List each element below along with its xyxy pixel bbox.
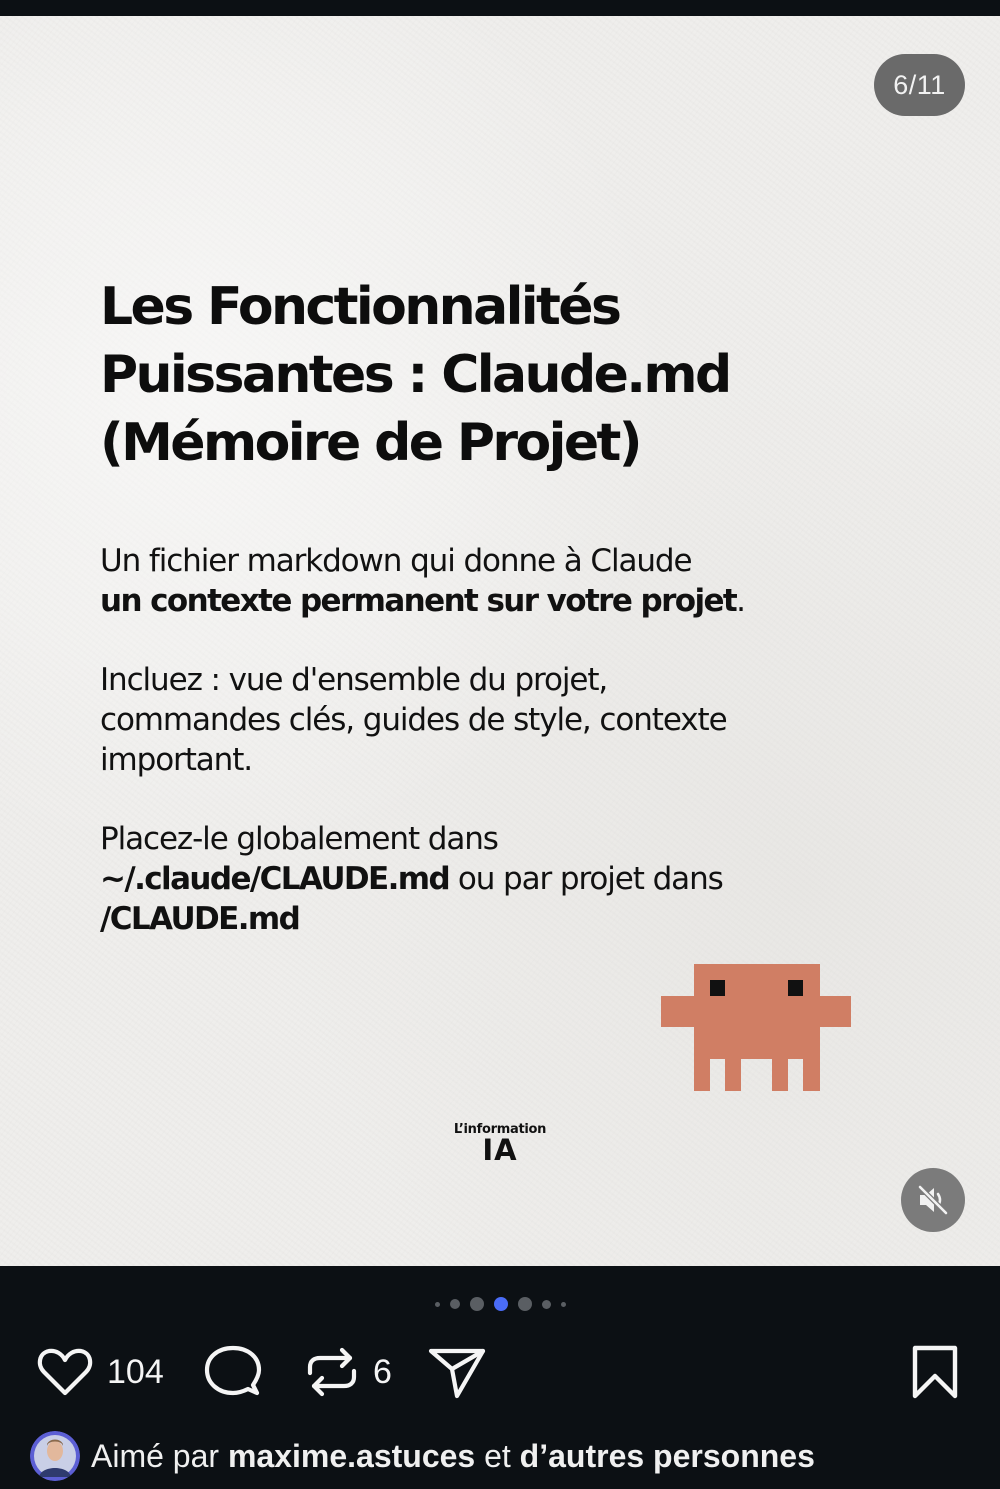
project-path: /CLAUDE.md — [100, 901, 300, 937]
brand-logo — [440, 1122, 560, 1167]
repost-button[interactable] — [303, 1340, 361, 1404]
carousel-dot — [450, 1299, 460, 1309]
comment-button[interactable] — [204, 1340, 262, 1404]
global-path: ~/.claude/CLAUDE.md — [100, 861, 450, 897]
paragraph-line — [100, 859, 900, 899]
share-icon — [428, 1343, 486, 1401]
brand-logo-big: IA — [482, 1133, 518, 1167]
slide-counter-badge: 6/11 — [874, 54, 965, 116]
bookmark-button[interactable] — [909, 1340, 961, 1404]
liked-by-user-link[interactable]: maxime.astuces — [227, 1437, 476, 1474]
slide-title — [100, 273, 860, 477]
liked-by-text — [91, 1438, 815, 1475]
liked-by-middle: et — [475, 1437, 520, 1474]
paragraph-location — [100, 819, 900, 939]
top-strip — [0, 0, 1000, 16]
paragraph-line: commandes clés, guides de style, contexte — [100, 702, 727, 738]
carousel-dot — [542, 1300, 551, 1309]
action-bar — [0, 1340, 1000, 1404]
carousel-dot — [435, 1302, 440, 1307]
paragraph-line — [100, 899, 900, 939]
mute-button[interactable] — [901, 1168, 965, 1232]
slide-title-line: (Mémoire de Projet) — [100, 413, 640, 473]
bookmark-icon — [909, 1343, 961, 1401]
brand-logo-small: L’information — [453, 1122, 547, 1137]
carousel-dot-active — [494, 1297, 508, 1311]
paragraph-line: Un fichier markdown qui donne à Claude — [100, 543, 692, 579]
paragraph-line — [100, 581, 900, 621]
mascot-eye — [710, 980, 725, 996]
carousel-slide[interactable] — [0, 16, 1000, 1266]
carousel-dot — [518, 1297, 532, 1311]
paragraph-include — [100, 660, 900, 780]
paragraph-text: ou par projet dans — [449, 861, 723, 897]
punctuation: . — [736, 583, 745, 619]
like-count: 104 — [107, 1352, 164, 1391]
paragraph-description — [100, 541, 900, 621]
liked-by-prefix: Aimé par — [91, 1437, 228, 1474]
paragraph-line: Incluez : vue d'ensemble du projet, — [100, 662, 608, 698]
share-button[interactable] — [428, 1340, 486, 1404]
repost-count: 6 — [373, 1352, 392, 1391]
pixel-mascot-icon — [661, 964, 851, 1091]
paragraph-line: important. — [100, 742, 253, 778]
paragraph-line: Placez-le globalement dans — [100, 821, 498, 857]
liked-by-row[interactable] — [30, 1430, 815, 1482]
liked-by-others-link[interactable]: d’autres personnes — [519, 1437, 815, 1474]
repost-icon — [303, 1343, 361, 1401]
heart-icon — [36, 1343, 94, 1401]
carousel-dot — [470, 1297, 484, 1311]
emphasis-text: un contexte permanent sur votre projet — [100, 583, 737, 619]
comment-icon — [204, 1343, 262, 1401]
slide-title-line: Les Fonctionnalités — [100, 277, 620, 337]
carousel-dot — [561, 1302, 566, 1307]
mascot-eye — [788, 980, 803, 996]
carousel-indicator — [0, 1295, 1000, 1313]
speaker-muted-icon — [916, 1183, 950, 1217]
slide-title-line: Puissantes : Claude.md — [100, 345, 730, 405]
avatar[interactable] — [30, 1431, 80, 1481]
like-button[interactable] — [36, 1340, 94, 1404]
